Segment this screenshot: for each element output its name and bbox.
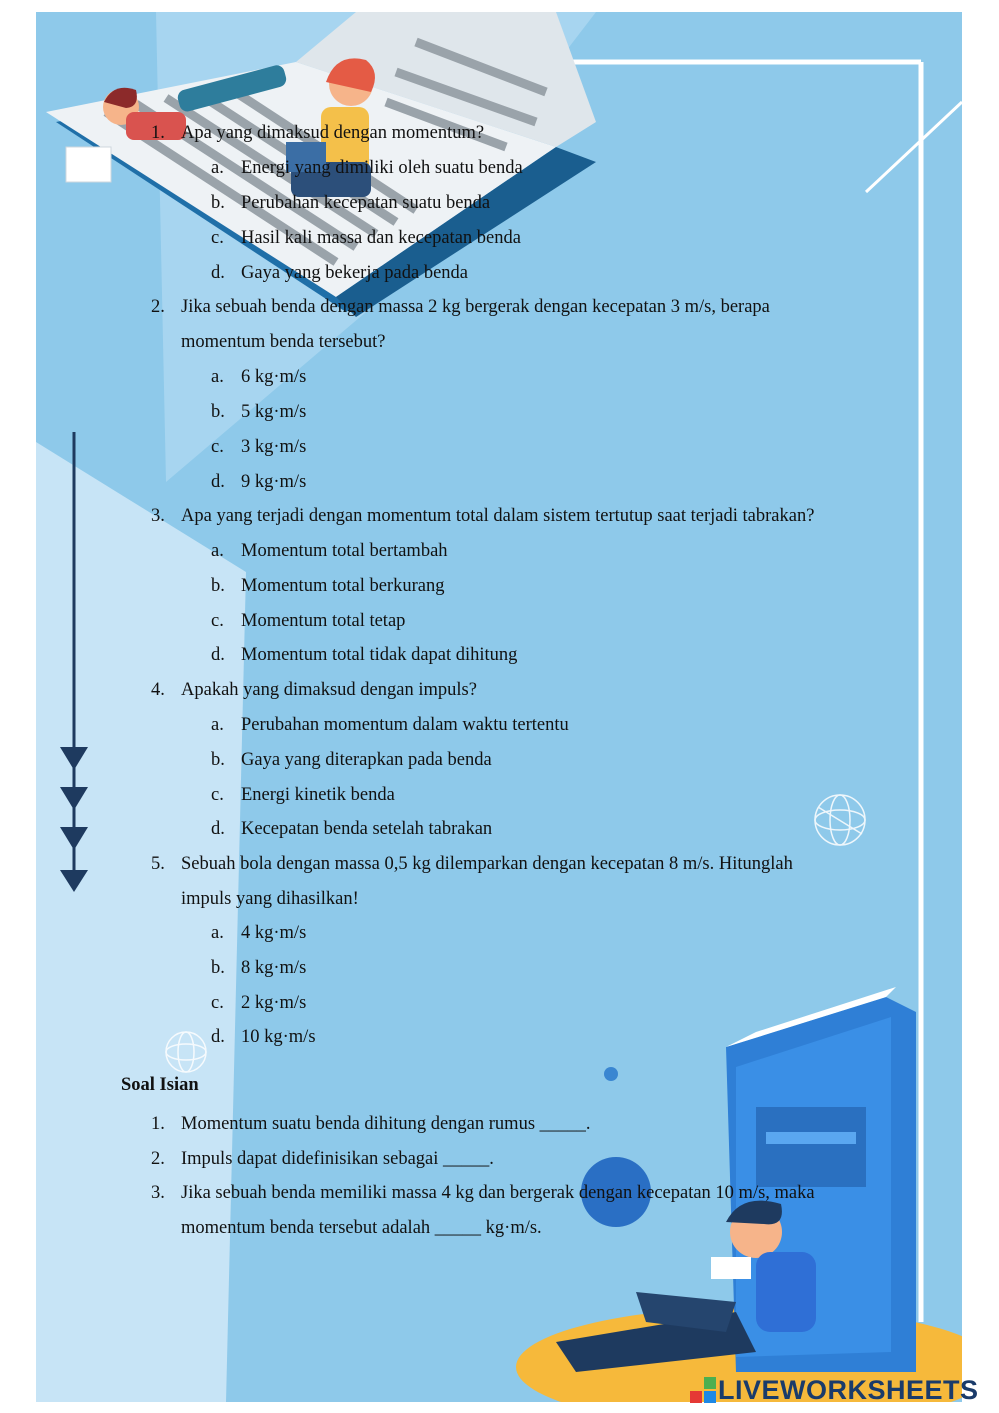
- logo-grid-icon: [690, 1377, 716, 1403]
- option-letter[interactable]: a.: [211, 541, 224, 561]
- fill-blank[interactable]: _____: [539, 1114, 586, 1134]
- fill-text: Jika sebuah benda memiliki massa 4 kg dan bergerak dengan kecepatan 10 m/s, maka: [181, 1183, 815, 1203]
- liveworksheets-logo: [690, 1375, 979, 1405]
- fill-item: [181, 1217, 542, 1239]
- option-text[interactable]: Perubahan kecepatan suatu benda: [241, 193, 491, 213]
- section-heading: Soal Isian: [121, 1075, 199, 1095]
- option-letter[interactable]: b.: [211, 750, 225, 770]
- option-letter[interactable]: c.: [211, 785, 224, 805]
- option-letter[interactable]: c.: [211, 437, 224, 457]
- option-letter[interactable]: c.: [211, 611, 224, 631]
- option-letter[interactable]: d.: [211, 472, 225, 492]
- fill-text: Impuls dapat didefinisikan sebagai: [181, 1149, 444, 1169]
- brand-name: LIVEWORKSHEETS: [718, 1374, 979, 1405]
- option-text[interactable]: Momentum total tetap: [241, 611, 406, 631]
- option-letter[interactable]: a.: [211, 367, 224, 387]
- option-letter[interactable]: d.: [211, 1027, 225, 1047]
- option-text[interactable]: 9 kg·m/s: [241, 472, 307, 492]
- fill-number: 3.: [151, 1183, 165, 1203]
- fill-number: 1.: [151, 1114, 165, 1134]
- option-text[interactable]: Kecepatan benda setelah tabrakan: [241, 819, 493, 839]
- option-text[interactable]: Gaya yang diterapkan pada benda: [241, 750, 492, 770]
- option-text[interactable]: 2 kg·m/s: [241, 993, 307, 1013]
- question-number: 1.: [151, 123, 165, 143]
- question-text: Apakah yang dimaksud dengan impuls?: [181, 680, 477, 700]
- option-letter[interactable]: b.: [211, 576, 225, 596]
- option-letter[interactable]: a.: [211, 158, 224, 178]
- question-text: Sebuah bola dengan massa 0,5 kg dilemparkan dengan kecepatan 8 m/s. Hitunglah: [181, 854, 793, 874]
- option-text[interactable]: 3 kg·m/s: [241, 437, 307, 457]
- question-number: 4.: [151, 680, 165, 700]
- fill-text-after: kg·m/s.: [481, 1218, 542, 1238]
- option-text[interactable]: 8 kg·m/s: [241, 958, 307, 978]
- question-text: Apa yang dimaksud dengan momentum?: [181, 123, 485, 143]
- option-letter[interactable]: d.: [211, 263, 225, 283]
- question-text-line2: impuls yang dihasilkan!: [181, 889, 359, 909]
- fill-blank[interactable]: _____: [434, 1218, 482, 1238]
- option-text[interactable]: Perubahan momentum dalam waktu tertentu: [241, 715, 569, 735]
- option-letter[interactable]: b.: [211, 402, 225, 422]
- option-text[interactable]: Energi yang dimiliki oleh suatu benda: [241, 158, 523, 178]
- option-letter[interactable]: b.: [211, 193, 225, 213]
- fill-number: 2.: [151, 1149, 165, 1169]
- fill-blank[interactable]: _____: [443, 1149, 490, 1169]
- option-text[interactable]: Momentum total tidak dapat dihitung: [241, 645, 518, 665]
- option-letter[interactable]: d.: [211, 645, 225, 665]
- question-text: Jika sebuah benda dengan massa 2 kg bergerak dengan kecepatan 3 m/s, berapa: [181, 297, 770, 317]
- question-text-line2: momentum benda tersebut?: [181, 332, 386, 352]
- question-number: 5.: [151, 854, 165, 874]
- option-letter[interactable]: c.: [211, 228, 224, 248]
- option-text[interactable]: Energi kinetik benda: [241, 785, 395, 805]
- fill-text-after: .: [489, 1149, 494, 1169]
- option-letter[interactable]: c.: [211, 993, 224, 1013]
- option-letter[interactable]: b.: [211, 958, 225, 978]
- question-number: 2.: [151, 297, 165, 317]
- question-number: 3.: [151, 506, 165, 526]
- option-text[interactable]: 10 kg·m/s: [241, 1027, 316, 1047]
- option-text[interactable]: Momentum total berkurang: [241, 576, 445, 596]
- option-text[interactable]: 5 kg·m/s: [241, 402, 307, 422]
- option-text[interactable]: Gaya yang bekerja pada benda: [241, 263, 469, 283]
- option-text[interactable]: Hasil kali massa dan kecepatan benda: [241, 228, 521, 248]
- option-letter[interactable]: d.: [211, 819, 225, 839]
- fill-text: momentum benda tersebut adalah: [181, 1218, 435, 1238]
- option-letter[interactable]: a.: [211, 715, 224, 735]
- option-text[interactable]: 6 kg·m/s: [241, 367, 307, 387]
- option-text[interactable]: Momentum total bertambah: [241, 541, 448, 561]
- fill-item: [181, 1148, 494, 1170]
- fill-text-after: .: [585, 1114, 591, 1134]
- fill-item: [181, 1113, 591, 1135]
- fill-text: Momentum suatu benda dihitung dengan rumus: [181, 1114, 540, 1134]
- question-text: Apa yang terjadi dengan momentum total dalam sistem tertutup saat terjadi tabrakan?: [181, 506, 815, 526]
- option-letter[interactable]: a.: [211, 923, 224, 943]
- option-text[interactable]: 4 kg·m/s: [241, 923, 307, 943]
